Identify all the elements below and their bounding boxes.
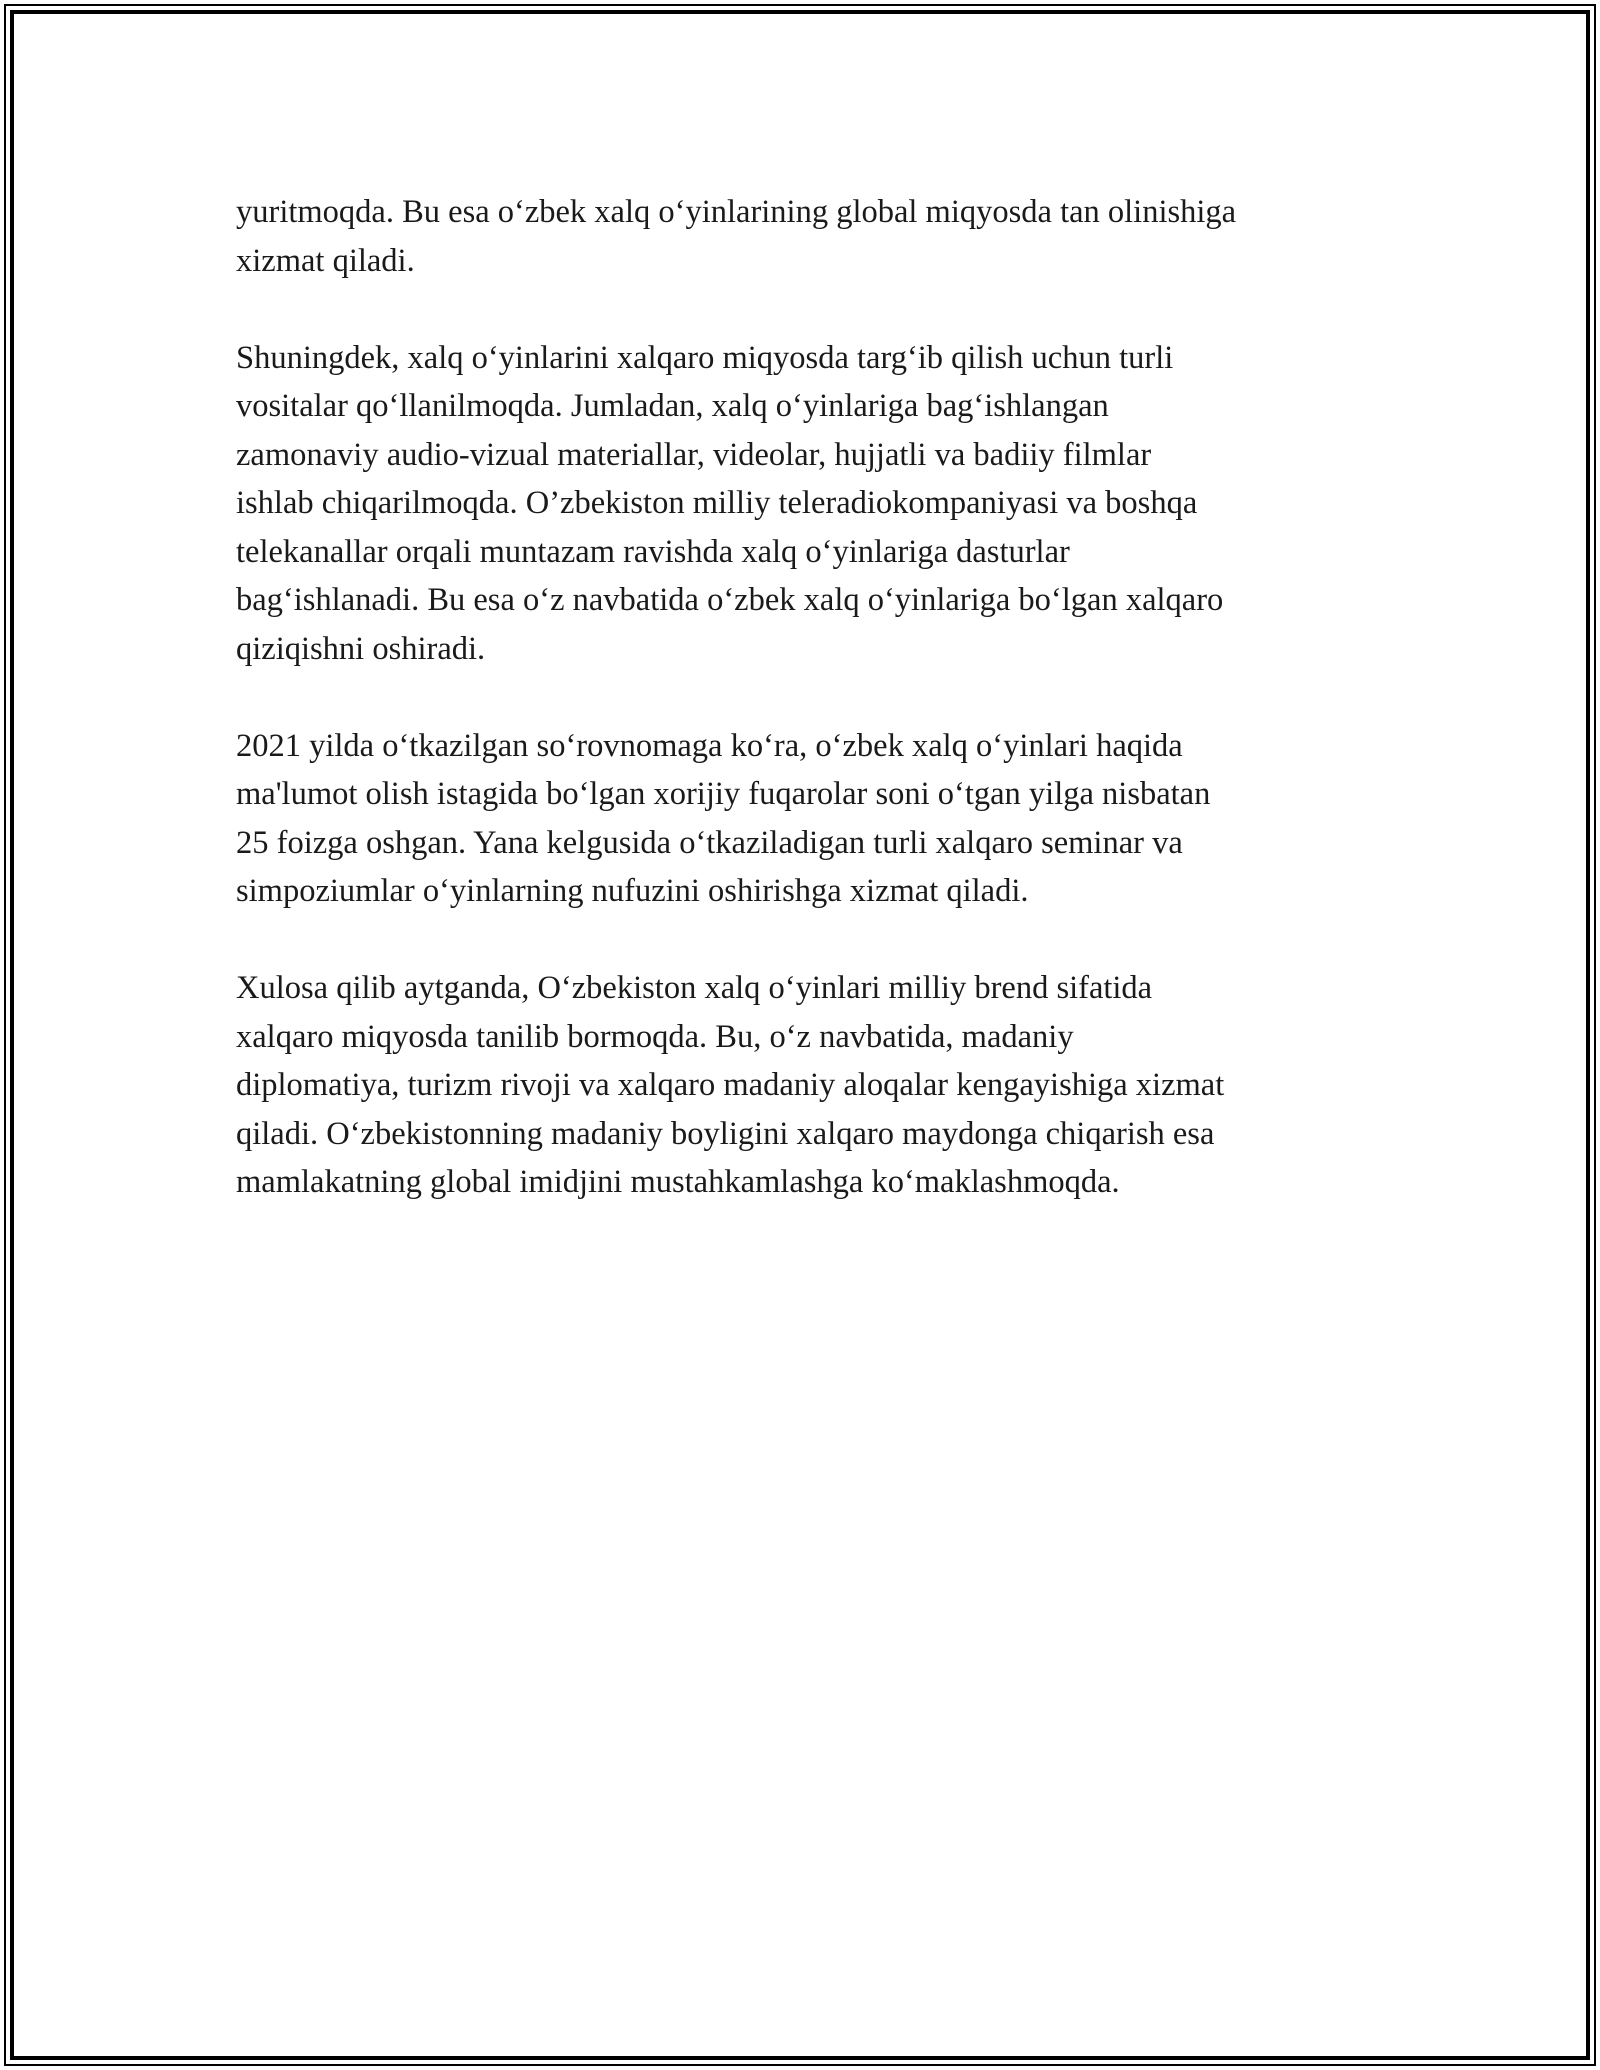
document-body [236, 188, 1376, 1255]
paragraph-2: Shuningdek, xalq o‘yinlarini xalqaro miqyosda targ‘ib qilish uchun turli vositalar qo‘llanilmoqda. Jumladan, xalq o‘yinlariga bag‘ishlangan zamonaviy audio-vizual materiallar, videolar, hujjatli va badiiy filmlar ishlab chiqarilmoqda. O’zbekiston milliy teleradiokompaniyasi va boshqa telekanallar orqali muntazam ravishda xalq o‘yinlariga dasturlar bag‘ishlanadi. Bu esa o‘z navbatida o‘zbek xalq o‘yinlariga bo‘lgan xalqaro qiziqishni oshiradi. [236, 339, 1224, 667]
paragraph-1: yuritmoqda. Bu esa o‘zbek xalq o‘yinlarining global miqyosda tan olinishiga xizmat qiladi. [236, 194, 1237, 279]
paragraph-3: 2021 yilda o‘tkazilgan so‘rovnomaga ko‘ra, o‘zbek xalq o‘yinlari haqida ma'lumot olish istagida bo‘lgan xorijiy fuqarolar soni o‘tgan yilga nisbatan 25 foizga oshgan. Yana kelgusida o‘tkaziladigan turli xalqaro seminar va simpoziumlar o‘yinlarning nufuzini oshirishga xizmat qiladi. [236, 727, 1211, 909]
paragraph-4: Xulosa qilib aytganda, O‘zbekiston xalq o‘yinlari milliy brend sifatida xalqaro miqyosda tanilib bormoqda. Bu, o‘z navbatida, madaniy diplomatiya, turizm rivoji va xalqaro madaniy aloqalar kengayishiga xizmat qiladi. O‘zbekistonning madaniy boyligini xalqaro maydonga chiqarish esa mamlakatning global imidjini mustahkamlashga ko‘maklashmoqda. [236, 970, 1225, 1200]
